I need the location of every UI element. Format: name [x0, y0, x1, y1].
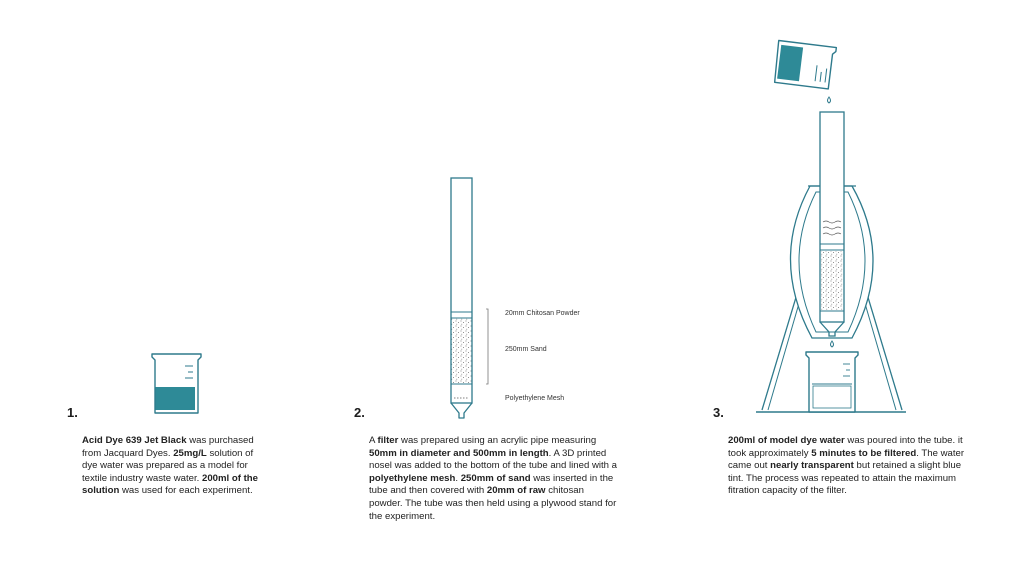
description-run: was purchased from Jacquard Dyes.: [82, 435, 254, 459]
description-run: 200ml of the solution: [82, 472, 258, 497]
description-run: was prepared using an acrylic pipe measuring: [398, 435, 597, 446]
description-run: . The water came out: [728, 447, 965, 472]
step-2-number: 2.: [354, 405, 365, 420]
description-run: filter: [377, 435, 399, 446]
chitosan-label: 20mm Chitosan Powder: [505, 310, 580, 317]
sand-label: 250mm Sand: [505, 346, 547, 353]
description-run: 50mm in diameter and 500mm in length: [369, 447, 549, 459]
step-1-description: [82, 435, 268, 498]
description-run: but retained a slight blue tint. The process was repeated to attain the maximum fitration capacity of the filter.: [728, 460, 962, 497]
description-run: was inserted in the tube and then covered with: [369, 472, 614, 497]
description-run: . A 3D printed nosel was added to the bottom of the tube and lined with a: [369, 447, 618, 472]
description-run: solution of dye water was prepared as a model for textile industry waste water.: [82, 447, 254, 484]
pouring-beaker-icon: [774, 41, 837, 90]
description-run: 25mg/L: [173, 447, 207, 459]
step-3-description: [728, 435, 978, 498]
filtration-setup-icon: [756, 41, 906, 412]
description-run: 20mm of raw: [486, 485, 546, 497]
description-run: nearly transparent: [770, 460, 854, 472]
description-run: was poured into the tube. it took approximately: [728, 435, 963, 459]
beaker-with-dye-icon: [152, 354, 201, 413]
description-run: polyethylene mesh: [369, 472, 456, 484]
description-run: .: [455, 472, 461, 484]
filter-tube-icon: [451, 178, 488, 418]
step-3-number: 3.: [713, 405, 724, 420]
mesh-label: Polyethylene Mesh: [505, 395, 565, 402]
description-run: 5 minutes to be filtered: [811, 447, 917, 459]
description-run: 200ml of model dye water: [728, 435, 845, 446]
description-run: was used for each experiment.: [119, 485, 253, 497]
description-run: 250mm of sand: [460, 472, 531, 484]
nozzle: [451, 403, 472, 418]
description-run: A: [369, 435, 378, 446]
description-run: Acid Dye 639 Jet Black: [82, 435, 187, 446]
description-run: chitosan powder. The tube was then held using a plywood stand for the experiment.: [369, 485, 617, 522]
step-2-description: [369, 435, 617, 523]
step-1-number: 1.: [67, 405, 78, 420]
dye-liquid: [155, 387, 195, 410]
sand-layer: [451, 318, 472, 384]
